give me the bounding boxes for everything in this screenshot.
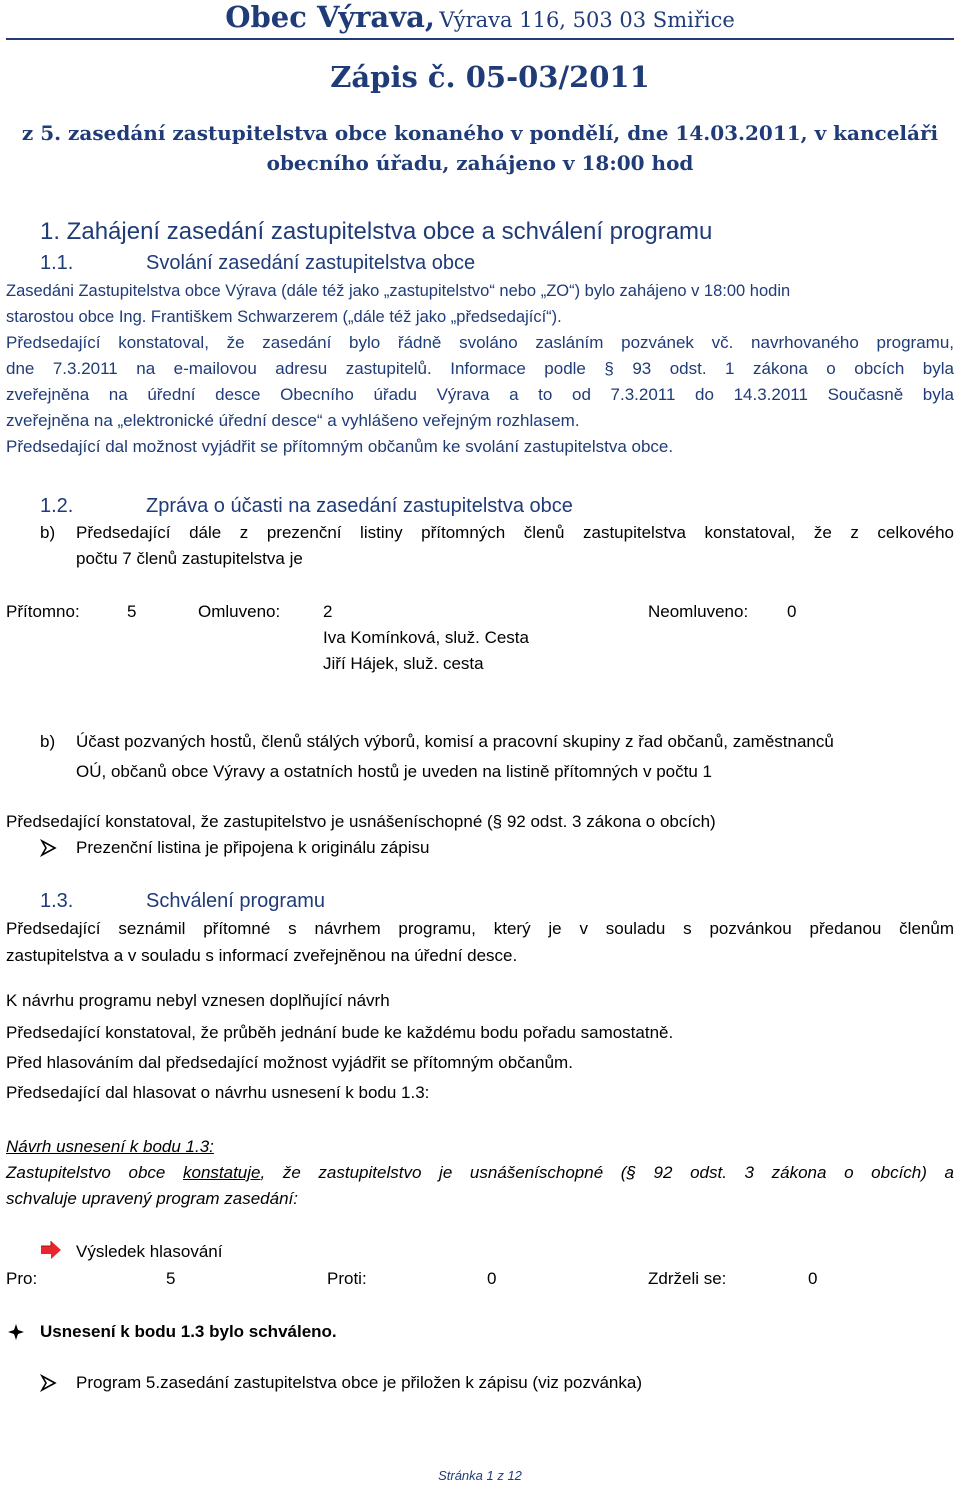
attendance-list-note: Prezenční listina je připojena k originálu zápisu [76, 838, 430, 857]
excused-label: Omluveno: [198, 602, 281, 621]
unexcused-label: Neomluveno: [648, 602, 749, 621]
resolution-approved: Usnesení k bodu 1.3 bylo schváleno. [40, 1322, 337, 1341]
section-1-2-number: 1.2. [40, 495, 74, 517]
diamond-bullet-icon [7, 1323, 25, 1346]
s12-b2-label: b) [40, 732, 56, 751]
arrow-bullet-icon [40, 838, 58, 863]
s11-line-6: zveřejněna na „elektronické úřední desce“ a vyhlášeno veřejným rozhlasem. [6, 411, 580, 430]
letterhead [0, 0, 960, 34]
subtitle-line-1: z 5. zasedání zastupitelstva obce konaného v pondělí, dne 14.03.2011, v kanceláři [21, 121, 939, 145]
program-note: Program 5.zasedání zastupitelstva obce je přiložen k zápisu (viz pozvánka) [76, 1373, 643, 1392]
present-label: Přítomno: [6, 602, 80, 621]
proposal-line-2: schvaluje upravený program zasedání: [6, 1189, 298, 1208]
red-arrow-icon [40, 1240, 62, 1265]
document-title: Zápis č. 05-03/2011 [330, 60, 650, 94]
s11-line-3: Předsedající konstatoval, že zasedání bylo řádně svoláno zasláním pozvánek vč. navrhovaného programu, [6, 333, 954, 352]
s13-p1-line-1: Předsedající seznámil přítomné s návrhem programu, který je v souladu s pozvánkou předanou členům [6, 919, 954, 938]
s11-line-5: zveřejněna na úřední desce Obecního úřadu Výrava a to od 7.3.2011 do 14.3.2011 Současně byla [6, 385, 954, 404]
proposal-heading: Návrh usnesení k bodu 1.3: [6, 1137, 214, 1156]
s11-line-2: starostou obce Ing. Františkem Schwarzerem („dále též jako „předsedající“). [6, 308, 562, 326]
s13-p3: Předsedající konstatoval, že průběh jednání bude ke každému bodu pořadu samostatně. [6, 1023, 674, 1042]
unexcused-value: 0 [787, 602, 797, 621]
s12-b2-line-1: Účast pozvaných hostů, členů stálých výborů, komisí a pracovní skupiny z řad občanů, zaměstnanců [76, 732, 834, 751]
quorum-statement: Předsedající konstatoval, že zastupitelstvo je usnášeníschopné (§ 92 odst. 3 zákona o obcích) [6, 812, 716, 831]
excused-name-2: Jiří Hájek, služ. cesta [323, 654, 484, 673]
section-1-3-heading: Schválení programu [146, 890, 325, 912]
section-1-3-number: 1.3. [40, 890, 74, 912]
section-1-1-number: 1.1. [40, 252, 74, 274]
s13-p5: Předsedající dal hlasovat o návrhu usnesení k bodu 1.3: [6, 1083, 430, 1102]
vote-pro-value: 5 [166, 1269, 176, 1288]
section-1-heading: 1. Zahájení zasedání zastupitelstva obce a schválení programu [40, 218, 713, 245]
vote-proti-label: Proti: [327, 1269, 367, 1288]
s13-p2: K návrhu programu nebyl vznesen doplňující návrh [6, 991, 390, 1010]
vote-pro-label: Pro: [6, 1269, 38, 1288]
s13-p1-line-2: zastupitelstva a v souladu s informací zveřejněnou na úřední desce. [6, 946, 518, 965]
municipality-name: Obec Výrava, [225, 0, 435, 34]
s12-b1-line-2: počtu 7 členů zastupitelstva je [76, 549, 303, 568]
excused-value: 2 [323, 602, 333, 621]
page-footer: Stránka 1 z 12 [438, 1468, 522, 1483]
arrow-bullet-icon-2 [40, 1373, 58, 1398]
section-1-2-heading: Zpráva o účasti na zasedání zastupitelstva obce [146, 495, 573, 517]
s11-line-1: Zasedáni Zastupitelstva obce Výrava (dále též jako „zastupitelstvo“ nebo „ZO“) bylo zahájeno v 18:00 hodin [6, 282, 791, 300]
proposal-line-1: Zastupitelstvo obce konstatuje, že zastupitelstvo je usnášeníschopné (§ 92 odst. 3 zákona o obcích) a [6, 1163, 954, 1182]
municipality-address: Výrava 116, 503 03 Smiřice [439, 8, 735, 32]
subtitle-line-2: obecního úřadu, zahájeno v 18:00 hod [266, 151, 694, 175]
vote-result-heading: Výsledek hlasování [76, 1242, 223, 1261]
s12-b1-label: b) [40, 523, 56, 542]
excused-name-1: Iva Komínková, služ. Cesta [323, 628, 529, 647]
s12-b1-line-1: Předsedající dále z prezenční listiny přítomných členů zastupitelstva konstatoval, že z celkového [76, 523, 954, 542]
header-divider [6, 38, 954, 40]
section-1-1-heading: Svolání zasedání zastupitelstva obce [146, 252, 476, 274]
s11-line-4: dne 7.3.2011 na e-mailovou adresu zastupitelů. Informace podle § 93 odst. 1 zákona o obcích byla [6, 359, 954, 378]
present-value: 5 [127, 602, 137, 621]
vote-zdrzeli-label: Zdrželi se: [648, 1269, 727, 1288]
s13-p4: Před hlasováním dal předsedající možnost vyjádřit se přítomným občanům. [6, 1053, 573, 1072]
vote-zdrzeli-value: 0 [808, 1269, 818, 1288]
vote-proti-value: 0 [487, 1269, 497, 1288]
s11-line-7: Předsedající dal možnost vyjádřit se přítomným občanům ke svolání zastupitelstva obce. [6, 437, 674, 456]
s12-b2-line-2: OÚ, občanů obce Výravy a ostatních hostů je uveden na listině přítomných v počtu 1 [76, 762, 712, 781]
